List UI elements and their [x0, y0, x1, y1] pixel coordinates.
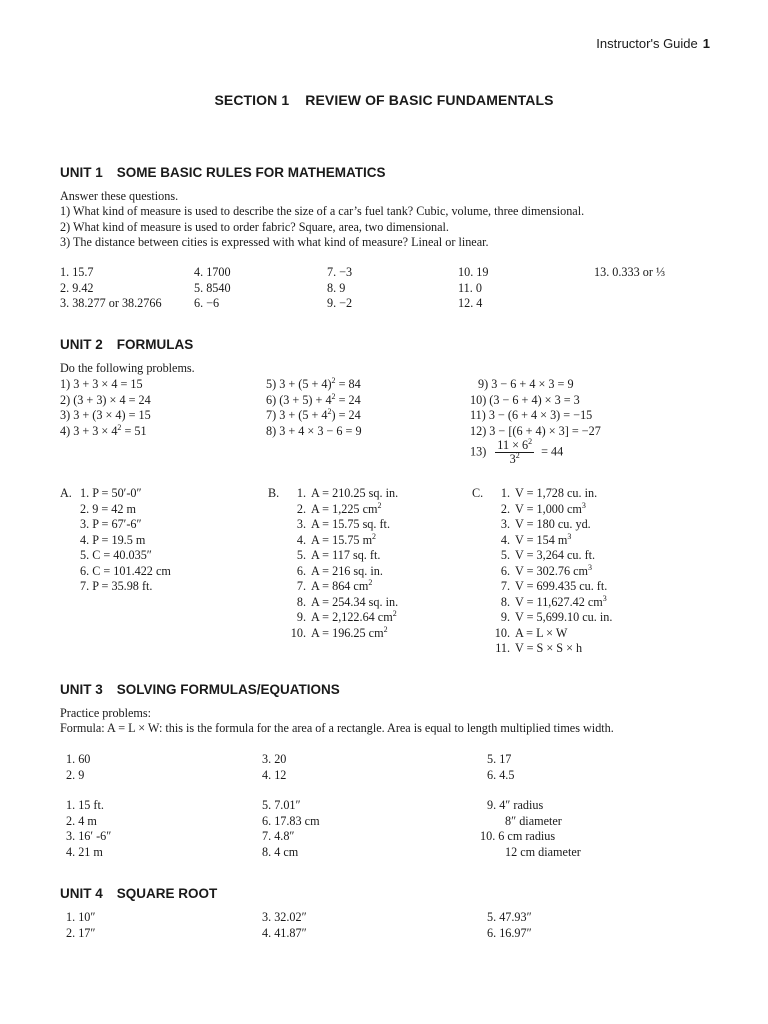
answer: 8. 4 cm: [262, 844, 299, 859]
answer: 8″ diameter: [505, 813, 562, 828]
answer: 2. 17″: [66, 925, 96, 940]
unit3-answers-a-col2: [262, 752, 286, 783]
unit2-intro: Do the following problems.: [60, 361, 195, 375]
unit3-answers-a-col3: [487, 752, 514, 783]
problem: 3) 3 + (3 × 4) = 15: [60, 408, 151, 422]
answer: 5. 17: [487, 752, 512, 766]
answer: 5. 8540: [194, 280, 231, 295]
problem: 10) (3 − 6 + 4) × 3 = 3: [470, 392, 580, 407]
answer: 9. −2: [327, 296, 353, 310]
answer: 13. 0.333 or ⅓: [594, 265, 666, 279]
answer: 3. 16′ -6″: [66, 829, 112, 843]
unit4-answers-col2: [262, 910, 307, 941]
answer: 2. 9: [66, 767, 85, 782]
answer: 4. 41.87″: [262, 925, 307, 940]
answer: 7. 4.8″: [262, 829, 295, 843]
unit1-number: UNIT 1: [60, 165, 103, 180]
answer: 11. 0: [458, 280, 482, 295]
answer: 2. 9.42: [60, 280, 94, 295]
unit1-answers-col3: [327, 265, 352, 312]
unit3-line: Practice problems:: [60, 706, 152, 720]
answer: 6. 4.5: [487, 767, 515, 782]
unit4-answers-col1: [66, 910, 95, 941]
answer: 6. −6: [194, 296, 220, 310]
answer: 7. −3: [327, 265, 353, 279]
unit3-answers-b-col2: [262, 798, 320, 860]
answer: 3. 38.277 or 38.2766: [60, 296, 162, 310]
answer: 6. 16.97″: [487, 925, 532, 940]
problem: 2) (3 + 3) × 4 = 24: [60, 392, 151, 407]
unit2-title: FORMULAS: [116, 337, 194, 352]
answer: 5. 47.93″: [487, 910, 532, 924]
answer: 1. 10″: [66, 910, 96, 924]
section-title: [0, 92, 768, 108]
problem: 7) $3 + (5 + 4^2) = 24$: [266, 406, 361, 422]
unit1-answers-col2: [194, 265, 231, 312]
problem: 12) 3 − [(6 + 4) × 3] = −27: [470, 423, 601, 438]
fraction: $\frac{11 \times 6^2}{3^2}$: [497, 436, 533, 466]
answer: 8. 9: [327, 280, 346, 295]
unit3-line: Formula: A = L × W: this is the formula for the area of a rectangle. Area is equal to length multiplied times width.: [60, 721, 614, 736]
answer: 12 cm diameter: [505, 844, 581, 859]
answer: 6. 17.83 cm: [262, 813, 320, 828]
set-label: B.: [268, 486, 280, 500]
unit3-answers-b-col1: [66, 798, 111, 860]
problem: 11) 3 − (6 + 4 × 3) = −15: [470, 408, 593, 422]
unit1-answers-col4: [458, 265, 488, 312]
unit2-problems-col2: [266, 377, 362, 439]
unit4-title: SQUARE ROOT: [116, 886, 218, 901]
unit1-questions: [60, 189, 584, 250]
problem-fraction: 13) $\frac{11 \times 6^2}{3^2}$ = 44: [470, 436, 564, 466]
answer: 12. 4: [458, 296, 483, 310]
unit1-answers-col5: [594, 265, 665, 281]
unit3-heading: [60, 682, 340, 697]
unit2-problems-col1: [60, 377, 151, 439]
page-number: 1: [702, 36, 710, 51]
answer: 3. 32.02″: [262, 910, 307, 924]
problem: 1) 3 + 3 × 4 = 15: [60, 377, 143, 391]
unit1-line: 2) What kind of measure is used to order fabric? Square, area, two dimensional.: [60, 219, 449, 234]
set-label: A.: [60, 486, 72, 500]
unit2-answers-C: C. 1. V = 1,728 cu. in. 2. V = 1,000 $cm^3$ 3. V = 180 cu. yd. 4. V = 154 $m^3$ 5. V = 3,264 cu. ft. 6. V = 302.76 $cm^3$ 7. V = 699.435 cu. ft. 8. V = 11,627.42 $cm^3$ 9. V = 5,699.10 cu. in. 10. A = L × W 11. V = S × S × h: [472, 486, 613, 655]
unit1-line: 1) What kind of measure is used to describe the size of a car’s fuel tank? Cubic, volume, three dimensional.: [60, 204, 585, 219]
answer: 4. 1700: [194, 265, 231, 279]
running-head: [596, 36, 710, 51]
unit2-answers-A: A. 1. P = 50′-0″ 2. 9 = 42 m 3. P = 67′-6″ 4. P = 19.5 m 5. C = 40.035″ 6. C = 101.422 cm 7. P = 35.98 ft.: [60, 486, 171, 593]
answer: 4. 12: [262, 767, 287, 782]
guide-title: Instructor's Guide: [596, 36, 698, 51]
unit3-answers-a-col1: [66, 752, 90, 783]
answer: 3. 20: [262, 752, 287, 766]
unit2-answers-B: B. 1. A = 210.25 sq. in. 2. A = 1,225 $cm^2$ 3. A = 15.75 sq. ft. 4. A = 15.75 $m^2$ 5. A = 117 sq. ft. 6. A = 216 sq. in. 7. A = 864 $cm^2$ 8. A = 254.34 sq. in. 9. A = 2,122.64 $cm^2$ 10. A = 196.25 $cm^2$: [268, 486, 399, 640]
unit4-heading: [60, 886, 217, 901]
answer: 2. 4 m: [66, 813, 97, 828]
unit1-line: 3) The distance between cities is expressed with what kind of measure? Lineal or linear.: [60, 234, 489, 249]
unit1-answers-col1: [60, 265, 162, 312]
unit2-heading: [60, 337, 193, 352]
unit1-heading: [60, 165, 386, 180]
unit4-answers-col3: [487, 910, 532, 941]
unit3-number: UNIT 3: [60, 682, 103, 697]
problem: 9) 3 − 6 + 4 × 3 = 9: [478, 377, 574, 391]
answer: 9. 4″ radius: [487, 798, 544, 812]
unit3-answers-b-col3: [480, 798, 581, 860]
answer: 10. 6 cm radius: [480, 829, 556, 843]
section-name: REVIEW OF BASIC FUNDAMENTALS: [305, 92, 554, 108]
unit1-line: Answer these questions.: [60, 189, 179, 203]
problem: 5) $3 + (5 + 4)^2 = 84$: [266, 375, 361, 391]
problem: 8) 3 + 4 × 3 − 6 = 9: [266, 423, 362, 438]
answer: 4. 21 m: [66, 844, 103, 859]
answer: 5. 7.01″: [262, 798, 301, 812]
answer: 1. 15 ft.: [66, 798, 104, 812]
unit4-number: UNIT 4: [60, 886, 103, 901]
set-label: C.: [472, 486, 484, 500]
problem: 6) $(3 + 5) + 4^2 = 24$: [266, 391, 361, 407]
answer: 1. 15.7: [60, 265, 94, 279]
problem: 4) $3 + 3 \times 4^2 = 51$: [60, 422, 147, 438]
answer: 10. 19: [458, 265, 489, 279]
unit2-number: UNIT 2: [60, 337, 103, 352]
unit3-intro: [60, 706, 614, 737]
unit2-problems-col3: [470, 377, 601, 469]
unit3-title: SOLVING FORMULAS/EQUATIONS: [116, 682, 340, 697]
section-number: SECTION 1: [214, 92, 290, 108]
unit1-title: SOME BASIC RULES FOR MATHEMATICS: [116, 165, 386, 180]
answer: 1. 60: [66, 752, 91, 766]
